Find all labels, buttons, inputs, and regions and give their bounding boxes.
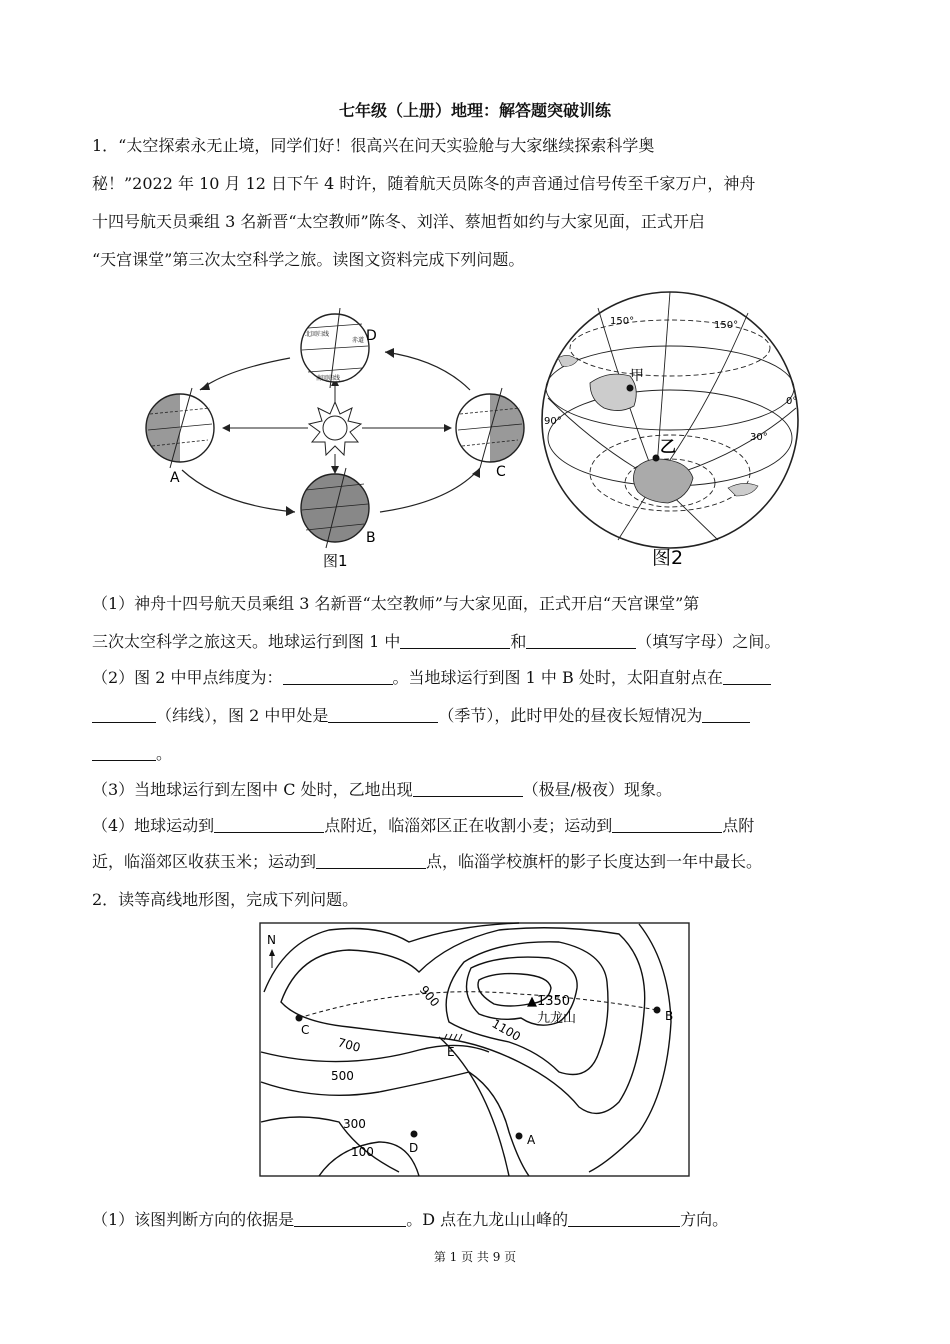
tropic-north-label: 北回归线 (305, 331, 330, 338)
answer-blank[interactable] (612, 816, 722, 833)
label-b: B (366, 530, 376, 546)
contour-label: 1100 (489, 1016, 523, 1044)
answer-blank[interactable] (316, 852, 426, 869)
point-label: A (527, 1133, 536, 1147)
point-label: D (409, 1141, 419, 1155)
earth-position-c (456, 388, 524, 468)
tropic-south-label: 南回归线 (316, 375, 341, 382)
figure-1-caption: 图1 (323, 552, 348, 570)
answer-blank[interactable] (92, 744, 156, 761)
point-yi-label: 乙 (660, 437, 677, 456)
q1-sub2-line: （2）图 2 中甲点纬度为： 。当地球运行到图 1 中 B 处时，太阳直射点在 (92, 666, 771, 690)
figure-1-earth-orbit (130, 290, 540, 580)
answer-blank[interactable] (214, 816, 324, 833)
degree-label: 150° (610, 316, 635, 327)
q1-sub2-line: 。 (92, 742, 172, 766)
q1-sub2-line: （纬线），图 2 中甲处是 （季节），此时甲处的昼夜长短情况为 (92, 704, 750, 728)
label-d: D (366, 328, 377, 344)
answer-blank[interactable] (328, 706, 438, 723)
equator-label: 赤道 (352, 337, 365, 344)
point-label: C (301, 1023, 310, 1037)
point-label: E (447, 1045, 455, 1059)
contour-label: 100 (351, 1145, 374, 1159)
label-a: A (170, 470, 180, 486)
contour-map (259, 922, 691, 1178)
sun-icon (309, 402, 361, 455)
q1-sub3-line: （3）当地球运行到左图中 C 处时，乙地出现 （极昼/极夜）现象。 (92, 780, 673, 799)
answer-blank[interactable] (283, 668, 393, 685)
q1-sub4-line: （4）地球运动到 点附近，临淄郊区正在收割小麦；运动到 点附 (92, 816, 755, 835)
page-title: 七年级（上册）地理：解答题突破训练 (338, 101, 611, 120)
point-label: B (665, 1009, 674, 1023)
point-jia-label: 甲 (630, 368, 644, 384)
q1-text-line: “天宫课堂”第三次太空科学之旅。读图文资料完成下列问题。 (92, 250, 525, 269)
contour-label: 300 (343, 1117, 366, 1131)
answer-blank[interactable] (400, 632, 510, 649)
answer-blank[interactable] (568, 1210, 680, 1227)
q2-intro: 2．读等高线地形图，完成下列问题。 (92, 890, 359, 909)
contour-label: 700 (336, 1035, 362, 1055)
contour-label: 900 (416, 982, 443, 1010)
earth-position-b (301, 468, 369, 548)
contour-label: 500 (331, 1069, 354, 1083)
q1-text-line: 1．“太空探索永无止境，同学们好！很高兴在问天实验舱与大家继续探索科学奥 (92, 136, 655, 155)
peak-name: 九龙山 (537, 1011, 577, 1026)
peak-elevation: ▲1350 (527, 994, 571, 1009)
q1-sub1-line: 三次太空科学之旅这天。地球运行到图 1 中 和 （填写字母）之间。 (92, 632, 781, 651)
q1-text-line: 十四号航天员乘组 3 名新晋“太空教师”陈冬、刘洋、蔡旭哲如约与大家见面，正式开启 (92, 212, 705, 231)
earth-position-a (146, 388, 214, 468)
north-label: N (267, 933, 276, 947)
answer-blank[interactable] (723, 668, 771, 685)
page-footer: 第 1 页 共 9 页 (433, 1250, 517, 1264)
degree-label: 90° (544, 416, 562, 427)
answer-blank[interactable] (92, 706, 156, 723)
figure-2-globe (538, 288, 808, 578)
answer-blank[interactable] (413, 780, 523, 797)
earth-position-d (301, 308, 369, 388)
degree-label: 30° (750, 432, 768, 443)
q1-sub4-line: 近，临淄郊区收获玉米；运动到 点，临淄学校旗杆的影子长度达到一年中最长。 (92, 852, 763, 871)
q2-sub1-line: （1）该图判断方向的依据是 。D 点在九龙山山峰的 方向。 (92, 1210, 729, 1229)
q1-text-line: 秘！”2022 年 10 月 12 日下午 4 时许，随着航天员陈冬的声音通过信号传至千家万户，神舟 (92, 174, 756, 193)
q1-sub1-line: （1）神舟十四号航天员乘组 3 名新晋“太空教师”与大家见面，正式开启“天宫课堂”第 (92, 594, 700, 613)
figure-2-caption: 图2 (652, 547, 684, 569)
degree-label: 150° (714, 320, 739, 331)
degree-label: 0° (786, 396, 798, 407)
answer-blank[interactable] (294, 1210, 406, 1227)
answer-blank[interactable] (526, 632, 636, 649)
label-c: C (496, 464, 506, 480)
answer-blank[interactable] (702, 706, 750, 723)
